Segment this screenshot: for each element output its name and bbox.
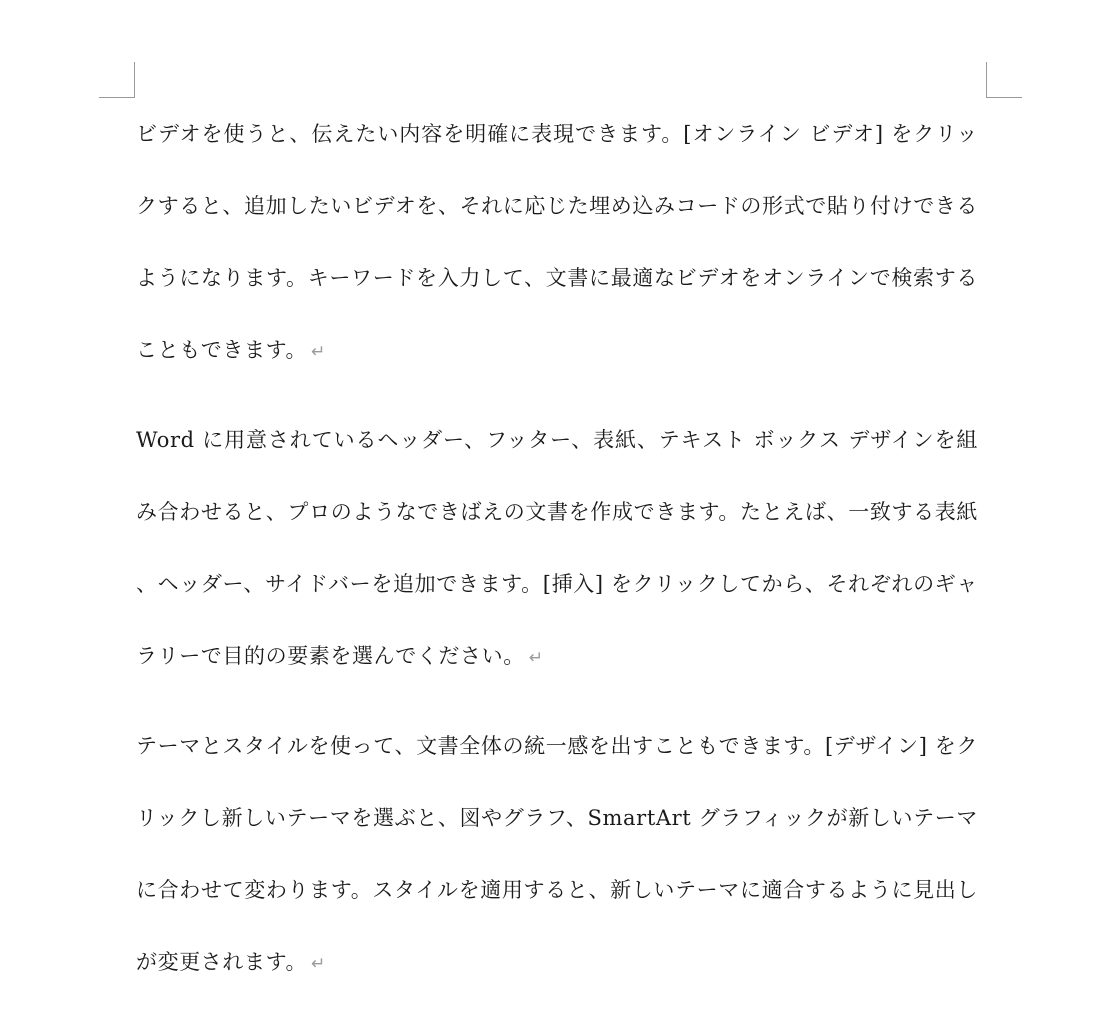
paragraph-text: ビデオを使うと、伝えたい内容を明確に表現できます。[オンライン ビデオ] をクリックすると、追加したいビデオを、それに応じた埋め込みコードの形式で貼り付けできるようになります。キーワードを入力して、文書に最適なビデオをオンラインで検索することもできます。 — [136, 122, 978, 362]
top-left-margin-mark — [99, 62, 135, 98]
paragraph-theme-style[interactable] — [136, 710, 978, 1000]
top-right-margin-mark — [986, 62, 1022, 98]
paragraph-mark-icon: ↵ — [528, 648, 544, 668]
paragraph-header-footer[interactable] — [136, 404, 978, 694]
paragraph-text: Word に用意されているヘッダー、フッター、表紙、テキスト ボックス デザインを組み合わせると、プロのようなできばえの文書を作成できます。たとえば、一致する表紙、ヘッダー、サイドバーを追加できます。[挿入] をクリックしてから、それぞれのギャラリーで目的の要素を選んでください。 — [136, 428, 978, 668]
document-body[interactable] — [136, 98, 978, 1016]
paragraph-text: テーマとスタイルを使って、文書全体の統一感を出すこともできます。[デザイン] をクリックし新しいテーマを選ぶと、図やグラフ、SmartArt グラフィックが新しいテーマに合わせて変わります。スタイルを適用すると、新しいテーマに適合するように見出しが変更されます。 — [136, 734, 978, 974]
paragraph-mark-icon: ↵ — [311, 954, 326, 974]
paragraph-mark-icon: ↵ — [311, 342, 326, 362]
paragraph-video[interactable] — [136, 98, 978, 388]
